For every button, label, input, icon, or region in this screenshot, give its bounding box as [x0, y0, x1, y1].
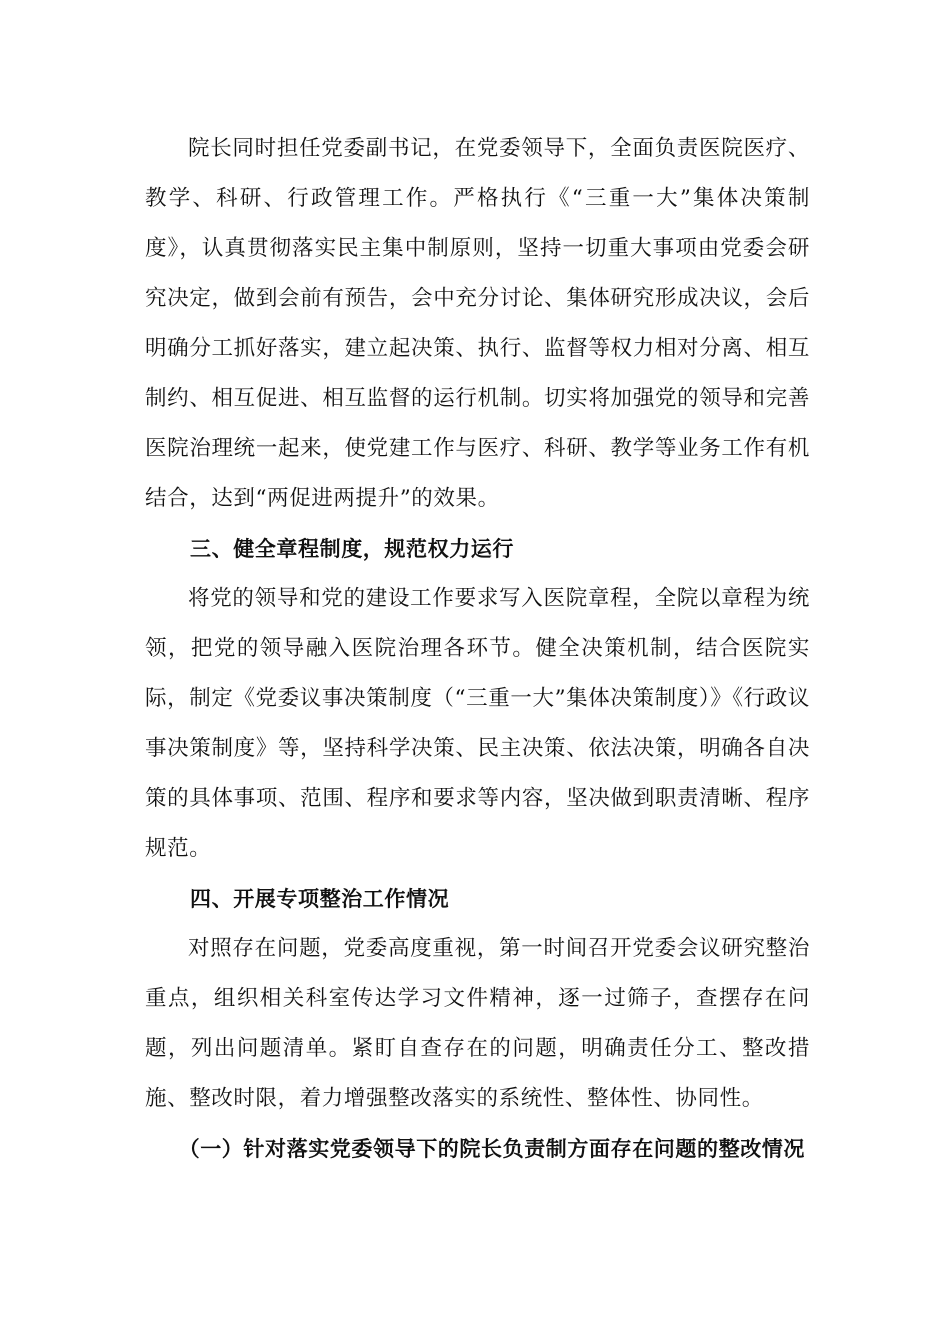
section-heading-special-rectification: 四、开展专项整治工作情况: [190, 887, 450, 911]
section-heading-charter-system: 三、健全章程制度，规范权力运行: [190, 537, 514, 561]
document-body: [145, 124, 810, 1174]
paragraph-charter-system: 将党的领导和党的建设工作要求写入医院章程，全院以章程为统领，把党的领导融入医院治理各环节。健全决策机制，结合医院实际，制定《党委议事决策制度（“三重一大”集体决策制度）》《行政议事决策制度》等，坚持科学决策、民主决策、依法决策，明确各自决策的具体事项、范围、程序和要求等内容，坚决做到职责清晰、程序规范。: [145, 586, 810, 861]
subsection-heading-rectification-status: （一）针对落实党委领导下的院长负责制方面存在问题的整改情况: [178, 1137, 805, 1161]
paragraph-special-rectification: 对照存在问题，党委高度重视，第一时间召开党委会议研究整治重点，组织相关科室传达学习文件精神，逐一过筛子，查摆存在问题，列出问题清单。紧盯自查存在的问题，明确责任分工、整改措施、整改时限，着力增强整改落实的系统性、整体性、协同性。: [145, 936, 810, 1111]
paragraph-dean-responsibility: 院长同时担任党委副书记，在党委领导下，全面负责医院医疗、教学、科研、行政管理工作。严格执行《“三重一大”集体决策制度》，认真贯彻落实民主集中制原则，坚持一切重大事项由党委会研究决定，做到会前有预告，会中充分讨论、集体研究形成决议，会后明确分工抓好落实，建立起决策、执行、监督等权力相对分离、相互制约、相互促进、相互监督的运行机制。切实将加强党的领导和完善医院治理统一起来，使党建工作与医疗、科研、教学等业务工作有机结合，达到“两促进两提升”的效果。: [145, 136, 810, 511]
